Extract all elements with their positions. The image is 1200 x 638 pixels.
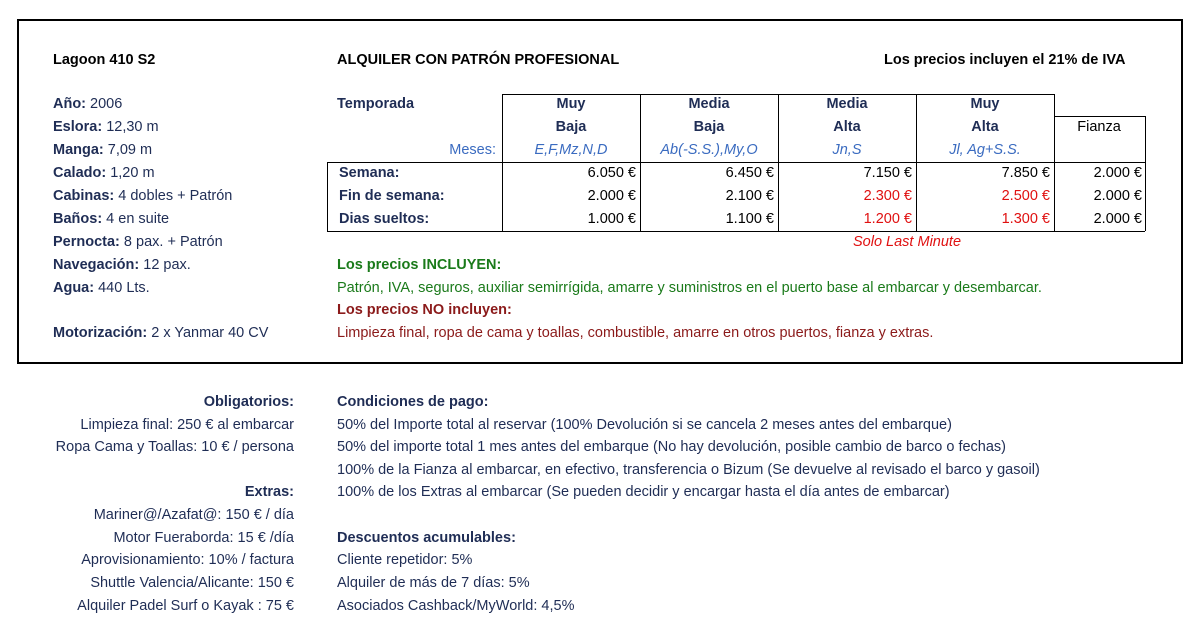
excludes-title: Los precios NO incluyen:	[337, 302, 512, 318]
col-very-low-line1: Muy	[556, 96, 586, 112]
grid-line	[1054, 116, 1145, 117]
price-weekend-very-high: 2.500 €	[1001, 188, 1050, 204]
col-mid-high-line2: Alta	[833, 119, 861, 135]
price-days-very-low: 1.000 €	[587, 211, 636, 227]
col-very-low-months: E,F,Mz,N,D	[534, 142, 608, 158]
deposit-weekend: 2.000 €	[1093, 188, 1142, 204]
includes-text: Patrón, IVA, seguros, auxiliar semirrígida, amarre y suministros en el puerto base al embarcar y desembarcar.	[337, 280, 1042, 296]
grid-line	[1145, 116, 1146, 231]
grid-line	[778, 94, 779, 231]
price-weekend-mid-high: 2.300 €	[863, 188, 912, 204]
mandatory-item: Limpieza final: 250 € al embarcar	[80, 417, 294, 433]
boat-name: Lagoon 410 S2	[53, 52, 156, 68]
last-minute-note: Solo Last Minute	[853, 234, 962, 250]
grid-line	[1054, 94, 1055, 231]
price-days-mid-high: 1.200 €	[863, 211, 912, 227]
discount-item: Alquiler de más de 7 días: 5%	[337, 575, 530, 591]
spec-year: Año: 2006	[53, 96, 123, 112]
col-very-high-line1: Muy	[970, 96, 1000, 112]
payment-title: Condiciones de pago:	[337, 394, 489, 410]
spec-water: Agua: 440 Lts.	[53, 280, 150, 296]
col-very-low-line2: Baja	[555, 119, 587, 135]
vat-note: Los precios incluyen el 21% de IVA	[884, 52, 1126, 68]
price-days-mid-low: 1.100 €	[725, 211, 774, 227]
discounts-title: Descuentos acumulables:	[337, 530, 516, 546]
spec-cabins: Cabinas: 4 dobles + Patrón	[53, 188, 233, 204]
col-mid-high-line1: Media	[826, 96, 868, 112]
mandatory-title: Obligatorios:	[203, 394, 294, 410]
grid-line	[502, 94, 503, 231]
mandatory-item: Ropa Cama y Toallas: 10 € / persona	[55, 439, 294, 455]
col-mid-low-line1: Media	[688, 96, 730, 112]
spec-overnight: Pernocta: 8 pax. + Patrón	[53, 234, 223, 250]
spec-draft: Calado: 1,20 m	[53, 165, 155, 181]
grid-line	[916, 94, 917, 231]
spec-length: Eslora: 12,30 m	[53, 119, 159, 135]
includes-title: Los precios INCLUYEN:	[337, 257, 502, 273]
spec-bathrooms: Baños: 4 en suite	[53, 211, 170, 227]
service-title: ALQUILER CON PATRÓN PROFESIONAL	[337, 52, 620, 68]
grid-line	[640, 94, 641, 231]
extras-item: Aprovisionamiento: 10% / factura	[81, 552, 294, 568]
spec-navigation: Navegación: 12 pax.	[53, 257, 191, 273]
col-mid-low-line2: Baja	[693, 119, 725, 135]
excludes-text: Limpieza final, ropa de cama y toallas, combustible, amarre en otros puertos, fianza y extras.	[337, 325, 934, 341]
col-very-high-months: Jl, Ag+S.S.	[949, 142, 1021, 158]
price-week-mid-low: 6.450 €	[725, 165, 774, 181]
grid-line	[327, 162, 328, 231]
deposit-days: 2.000 €	[1093, 211, 1142, 227]
row-week-label: Semana:	[339, 165, 400, 181]
price-weekend-mid-low: 2.100 €	[725, 188, 774, 204]
price-week-mid-high: 7.150 €	[863, 165, 912, 181]
col-mid-low-months: Ab(-S.S.),My,O	[660, 142, 758, 158]
grid-line	[327, 162, 1145, 163]
extras-item: Motor Fueraborda: 15 € /día	[113, 530, 294, 546]
spec-beam: Manga: 7,09 m	[53, 142, 153, 158]
discount-item: Cliente repetidor: 5%	[337, 552, 473, 568]
grid-line	[327, 231, 1145, 232]
payment-item: 50% del importe total 1 mes antes del embarque (No hay devolución, posible cambio de barco o fechas)	[337, 439, 1006, 455]
price-week-very-high: 7.850 €	[1001, 165, 1050, 181]
col-very-high-line2: Alta	[971, 119, 999, 135]
extras-item: Shuttle Valencia/Alicante: 150 €	[90, 575, 294, 591]
price-weekend-very-low: 2.000 €	[587, 188, 636, 204]
payment-item: 50% del Importe total al reservar (100% Devolución si se cancela 2 meses antes del embarque)	[337, 417, 952, 433]
spec-engine: Motorización: 2 x Yanmar 40 CV	[53, 325, 269, 341]
deposit-week: 2.000 €	[1093, 165, 1142, 181]
extras-item: Alquiler Padel Surf o Kayak : 75 €	[77, 598, 294, 614]
discount-item: Asociados Cashback/MyWorld: 4,5%	[337, 598, 575, 614]
price-days-very-high: 1.300 €	[1001, 211, 1050, 227]
months-label: Meses:	[449, 142, 496, 158]
price-week-very-low: 6.050 €	[587, 165, 636, 181]
extras-item: Mariner@/Azafat@: 150 € / día	[93, 507, 294, 523]
col-mid-high-months: Jn,S	[832, 142, 862, 158]
extras-title: Extras:	[244, 484, 294, 500]
season-label: Temporada	[337, 96, 415, 112]
payment-item: 100% de los Extras al embarcar (Se pueden decidir y encargar hasta el día antes de embarcar)	[337, 484, 950, 500]
payment-item: 100% de la Fianza al embarcar, en efectivo, transferencia o Bizum (Se devuelve al revisado el barco y gasoil)	[337, 462, 1040, 478]
row-days-label: Dias sueltos:	[339, 211, 430, 227]
row-weekend-label: Fin de semana:	[339, 188, 445, 204]
deposit-header: Fianza	[1077, 119, 1121, 135]
